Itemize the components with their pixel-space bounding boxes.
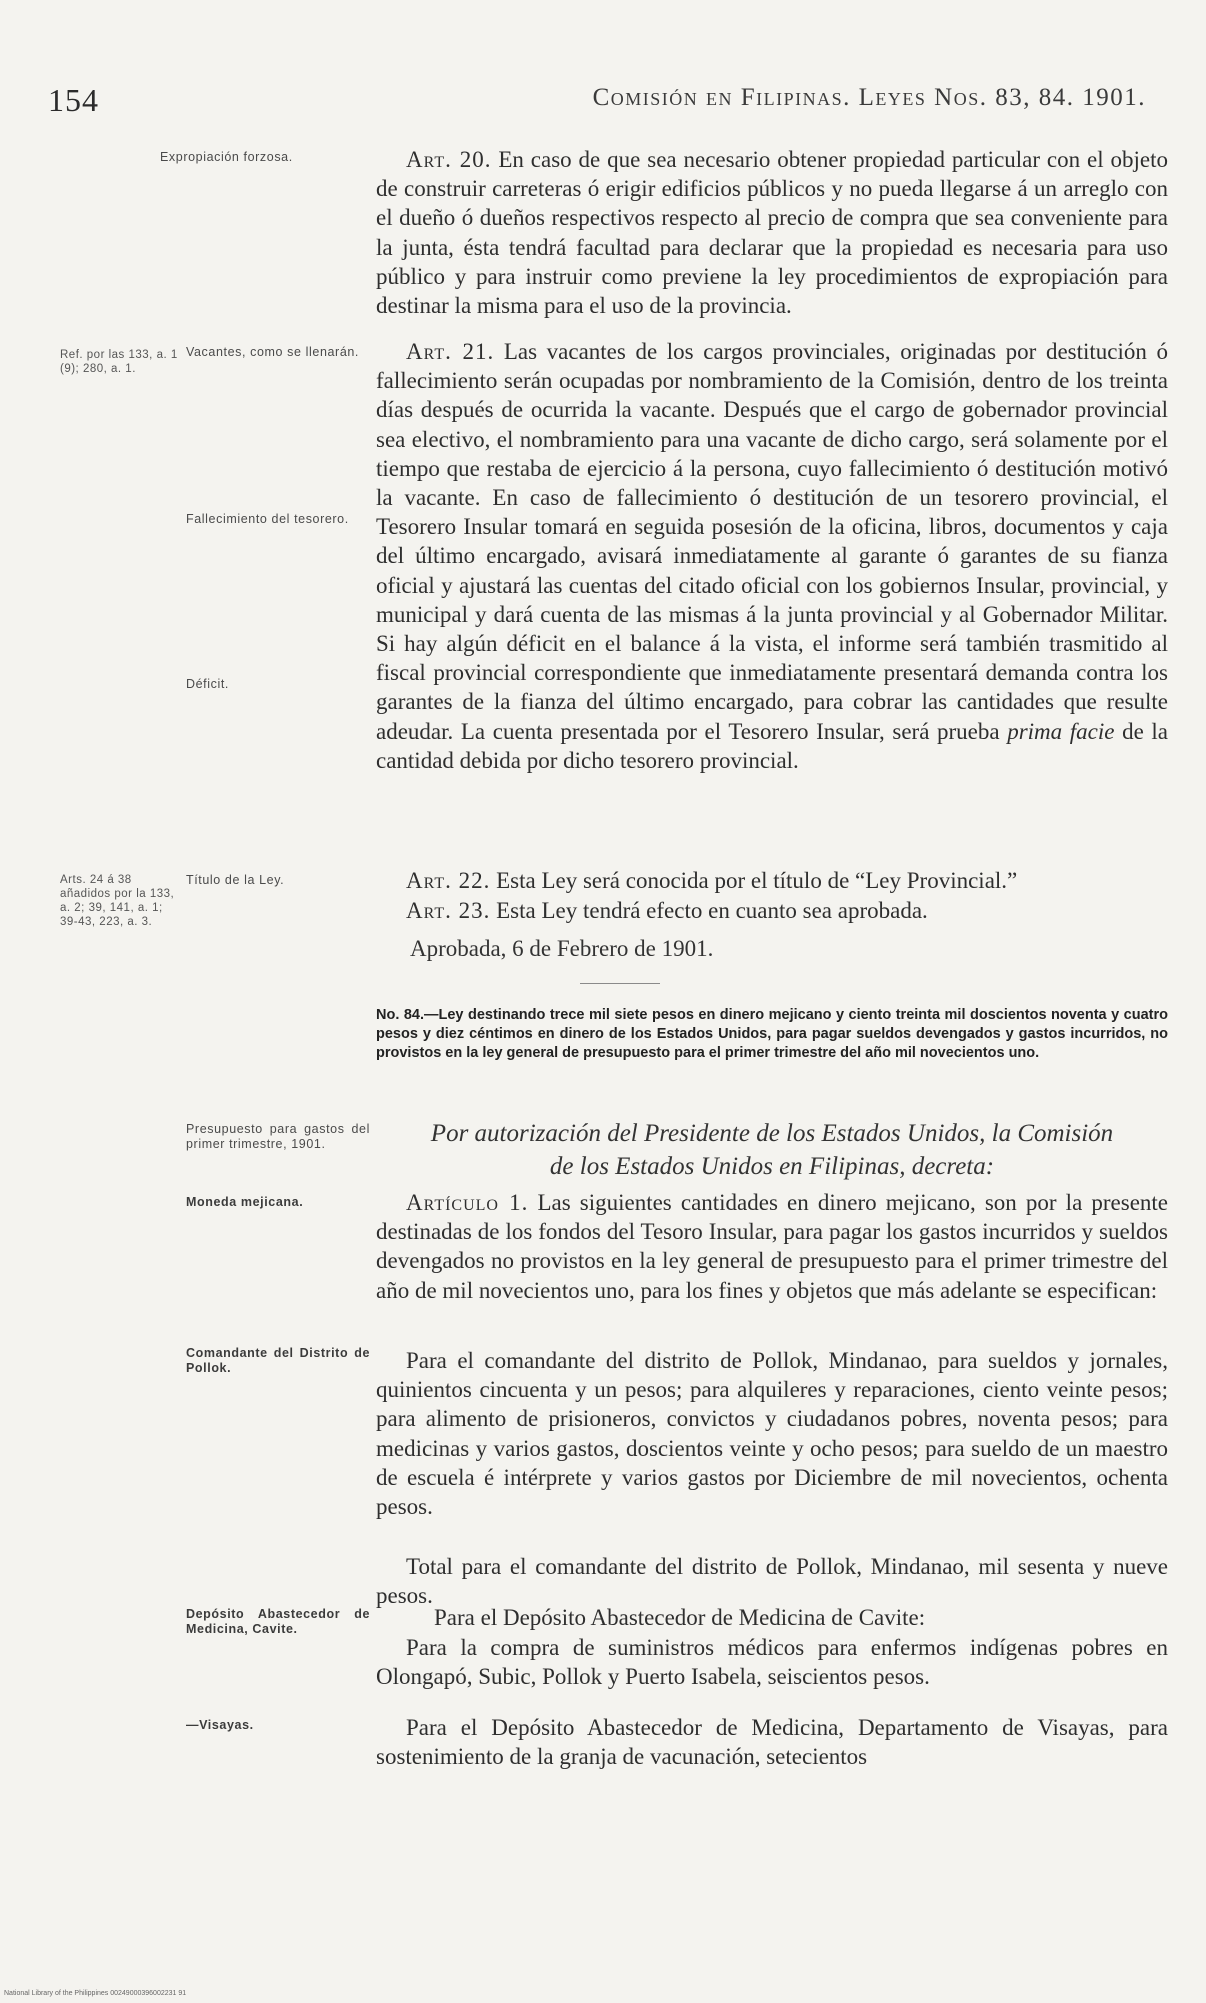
article-20: [376, 145, 1168, 320]
pollok-total: Total para el comandante del distrito de Pollok, Mindanao, mil sesenta y nueve pesos.: [376, 1554, 1168, 1609]
article-21: [376, 337, 1168, 775]
margin-note-titulo: Título de la Ley.: [186, 873, 285, 887]
article-1-text: Las siguientes cantidades en dinero mejicano, son por la presente destinadas de los fondos del Tesoro Insular, para pagar los gastos incurridos y sueldos devengados no provistos en la ley general de presupuesto para el primer trimestre del año de mil novecientos uno, para los fines y objetos que más adelante se especifican:: [376, 1190, 1169, 1303]
article-21-end: de la cantidad debida por dicho tesorero provincial.: [376, 718, 1169, 773]
article-1-label: Artículo 1.: [406, 1190, 529, 1215]
page-header: [48, 82, 1146, 122]
pollok-paragraph: Para el comandante del distrito de Pollok, Mindanao, para sueldos y jornales, quinientos cincuenta y un pesos; para alquileres y reparaciones, ciento veinte pesos; para alimento de prisioneros, convictos y ciudadanos pobres, noventa pesos; para medicinas y varios gastos, doscientos veinte y ocho pesos; para sueldo de un maestro de escuela é intérprete y varios gastos por Diciembre de mil novecientos, ochenta pesos.: [376, 1348, 1168, 1520]
article-23-text: Esta Ley tendrá efecto en cuanto sea aprobada.: [496, 898, 928, 923]
margin-note-deficit: Déficit.: [186, 677, 230, 691]
visayas-paragraph: Para el Depósito Abastecedor de Medicina, Departamento de Visayas, para sostenimiento de la granja de vacunación, setecientos: [376, 1715, 1168, 1770]
margin-note-vacantes: Vacantes, como se llenarán.: [186, 345, 359, 359]
article-22-label: Art. 22.: [406, 868, 491, 893]
article-20-text: En caso de que sea necesario obtener propiedad particular con el objeto de construir carreteras ó erigir edificios públicos y no pueda llegarse á un arreglo con el dueño ó dueños respectivos respecto al precio de compra que sea conveniente para la junta, ésta tendrá facultad para declarar que la propiedad es necesaria para uso público y para instruir como previene la ley procedimientos de expropiación para destinar la misma para el uso de la provincia.: [376, 147, 1168, 319]
margin-note-presupuesto: Presupuesto para gastos del primer trimestre, 1901.: [186, 1122, 370, 1151]
prima-facie: prima facie: [1007, 718, 1115, 744]
preamble-line-1: Por autorización del Presidente de los Estados Unidos, la Comisión: [430, 1120, 1114, 1147]
cavite-heading: Para el Depósito Abastecedor de Medicina de Cavite:: [434, 1605, 926, 1630]
margin-note-comandante: Comandante del Distrito de Pollok.: [186, 1346, 370, 1375]
preamble-line-2: de los Estados Unidos en Filipinas, decreta:: [549, 1153, 995, 1180]
page-number: 154: [48, 82, 99, 118]
article-22: [376, 866, 1168, 895]
margin-note-deposito: Depósito Abastecedor de Medicina, Cavite.: [186, 1607, 370, 1636]
margin-note-expropiacion: Expropiación forzosa.: [160, 150, 293, 164]
margin-note-fallecimiento: Fallecimiento del tesorero.: [186, 512, 349, 526]
cavite-paragraph: Para la compra de suministros médicos para enfermos indígenas pobres en Olongapó, Subic, Pollok y Puerto Isabela, seiscientos pesos.: [376, 1635, 1168, 1690]
article-23-label: Art. 23.: [406, 898, 491, 923]
margin-ref-arts-24: Arts. 24 á 38 añadidos por la 133, a. 2; 39, 141, a. 1; 39-43, 223, a. 3.: [60, 874, 175, 928]
separator-rule: [580, 983, 660, 984]
running-head: Comisión en Filipinas. Leyes Nos. 83, 84. 1901.: [592, 84, 1146, 111]
article-23: [376, 896, 1168, 925]
article-21-label: Art. 21.: [406, 339, 495, 364]
margin-note-moneda: Moneda mejicana.: [186, 1195, 304, 1209]
law-84-title: No. 84.—Ley destinando trece mil siete pesos en dinero mejicano y ciento treinta mil doscientos noventa y cuatro pesos y diez céntimos en dinero de los Estados Unidos, para pagar sueldos devengados y gastos incurridos, no provistos en la ley general de presupuesto para el primer trimestre del año mil novecientos uno.: [376, 1007, 1168, 1061]
scan-footer-note: National Library of the Philippines 00249000396002231 91: [4, 1990, 187, 1997]
article-20-label: Art. 20.: [406, 147, 492, 172]
article-21-text: Las vacantes de los cargos provinciales, originadas por destitución ó fallecimiento serán ocupadas por nombramiento de la Comisión, dentro de los treinta días después de ocurrida la vacante. Después que el cargo de gobernador provincial sea electivo, el nombramiento para una vacante de dicho cargo, será solamente por el tiempo que restaba de ejercicio á la persona, cuyo fallecimiento ó destitución motivó la vacante. En caso de fallecimiento ó destitución de un tesorero provincial, el Tesorero Insular tomará en seguida posesión de la oficina, libros, documentos y caja del último encargado, avisará inmediatamente al garante ó garantes de su fianza oficial y ajustará las cuentas del citado oficial con los gobiernos Insular, provincial, y municipal y dará cuenta de las mismas á la junta provincial y al Gobernador Militar. Si hay algún déficit en el balance á la vista, el informe será también trasmitido al fiscal provincial correspondiente que inmediatamente presentará demanda contra los garantes de la fianza del último encargado, para cobrar las cantidades que resulte adeudar. La cuenta presentada por el Tesorero Insular, será prueba: [376, 339, 1168, 744]
approved-date: Aprobada, 6 de Febrero de 1901.: [410, 936, 714, 961]
article-1: [376, 1188, 1168, 1305]
margin-note-visayas: —Visayas.: [186, 1718, 254, 1732]
margin-ref-por: Ref. por las 133, a. 1 (9); 280, a. 1.: [60, 349, 178, 375]
article-22-text: Esta Ley será conocida por el título de “Ley Provincial.”: [496, 868, 1018, 893]
